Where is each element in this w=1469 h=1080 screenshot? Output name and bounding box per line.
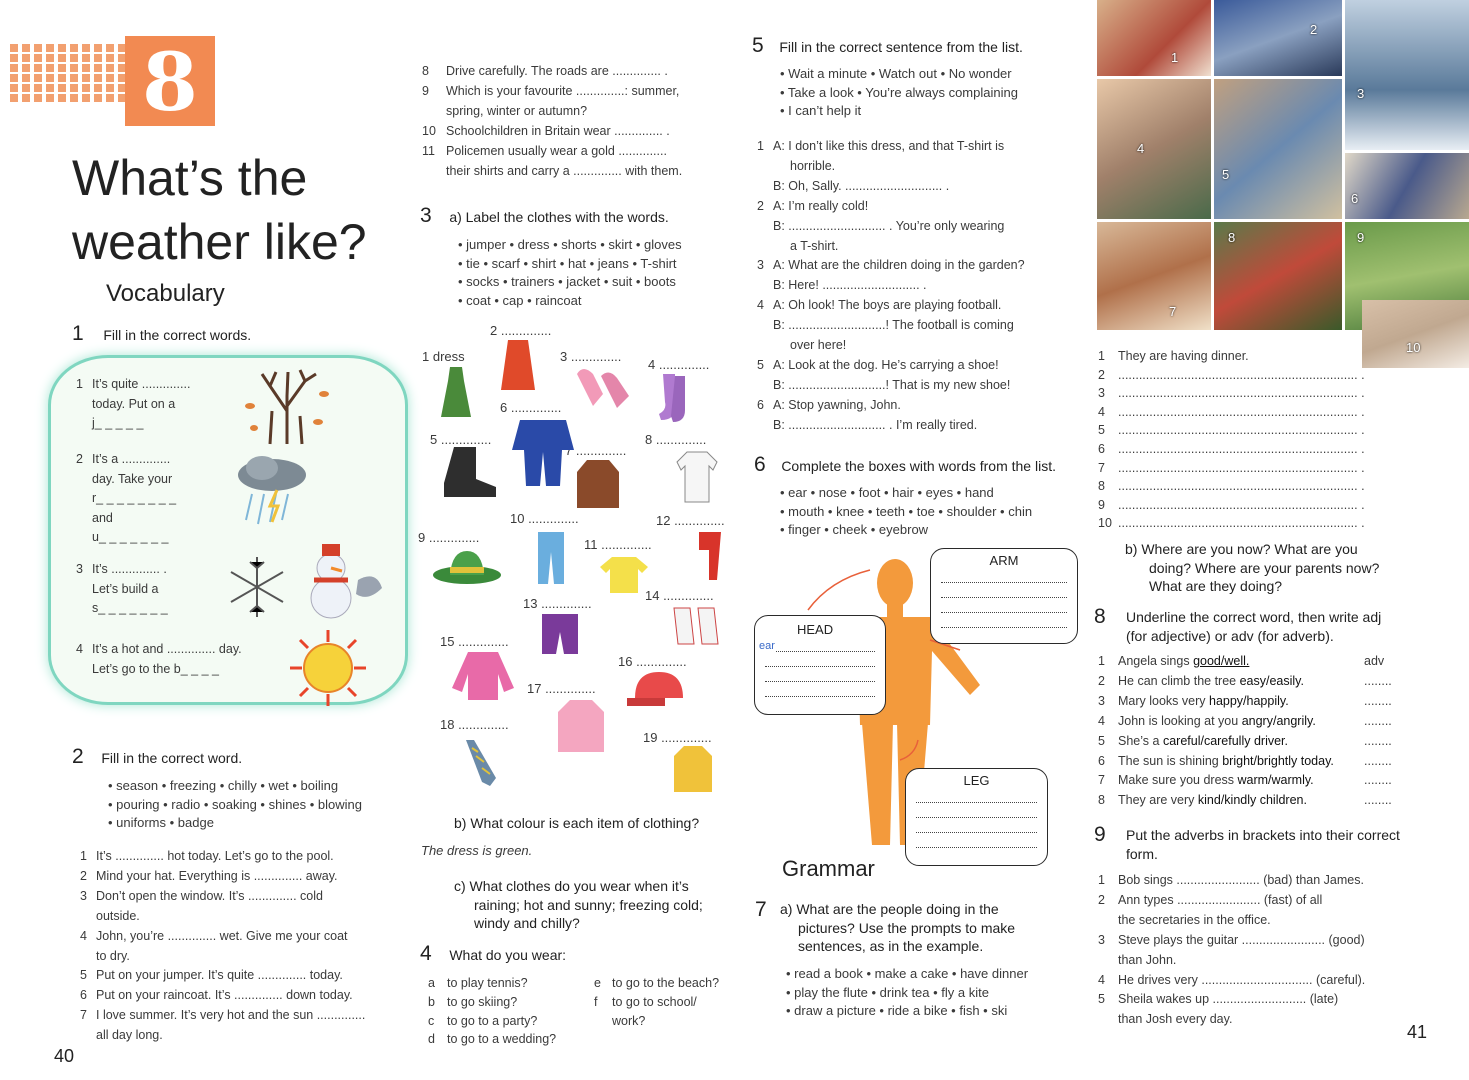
list-item: 7 Make sure you dress warm/warmly. ........ [1098,773,1392,788]
ex7-text: a) What are the people doing in the pictures? Use the prompts to make sentences, as in the example. [780,901,1016,954]
rain-cloud-icon [232,450,312,530]
skirt-icon [500,338,536,393]
page-number-right: 41 [1407,1022,1428,1042]
exercise-title: a) Label the clothes with the words. [449,209,669,225]
list-item: e to go to the beach? [594,976,720,990]
ex4-left-items [428,974,556,1049]
clothing-label: 9 .............. [418,530,480,545]
ex3-c-text: c) What clothes do you wear when it’s raining; hot and sunny; freezing cold; windy and chilly? [454,878,703,931]
photo-tea: 5 [1214,79,1342,219]
ex2-continued [422,62,722,181]
list-item: 7 ..................................................................... . [1098,460,1365,475]
list-item: to dry. [96,948,130,963]
photo-fishing: 2 [1214,0,1342,76]
list-item: B: ............................ . I’m really tired. [773,417,978,432]
photo-dinner: 1 [1097,0,1211,76]
coat-icon [556,698,606,754]
clothing-label: 17 .............. [527,681,596,696]
list-item: work? [612,1013,646,1028]
list-item: spring, winter or autumn? [446,103,588,118]
snowman-icon [296,540,386,620]
jumper-icon [450,650,516,702]
list-item: 8 They are very kind/kindly children. ........ [1098,793,1392,808]
ex6-wordlist: • ear • nose • foot • hair • eyes • hand • mouth • knee • teeth • toe • shoulder • chin • finger • cheek • eyebrow [780,485,1033,537]
ex1-item-2: 2 It’s a .............. day. Take your r_ _ _ _ _ _ _ _ and u_ _ _ _ _ _ _ [76,452,177,544]
list-item: 2 ..................................................................... . [1098,367,1365,382]
grammar-heading: Grammar [782,856,875,881]
exercise-5-header: 5 Fill in the correct sentence from the list. [752,34,1023,57]
clothing-label: 7 .............. [565,443,627,458]
list-item: B: ............................! That is my new shoe! [773,377,1011,392]
ex7-wordlist: • read a book • make a cake • have dinner • play the flute • drink tea • fly a kite • draw a picture • ride a bike • fish • ski [786,966,1029,1018]
ex1-item-1: 1 It’s quite .............. today. Put on a j_ _ _ _ _ [76,377,191,430]
tie-icon [462,738,498,788]
photo-cake: 4 [1097,79,1211,219]
suit-icon [510,418,576,488]
scarf-icon [695,530,725,584]
list-item: b to go skiing? [428,994,518,1009]
ex8-title: Underline the correct word, then write adj (for adjective) or adv (for adverb). [1126,609,1382,644]
list-item: 4 John, you’re .............. wet. Give me your coat [80,928,348,943]
dress-icon [440,365,472,420]
tshirt-icon [598,555,650,595]
clothing-label: 4 .............. [648,357,710,372]
hat-icon [432,547,502,585]
list-item: 5 She’s a careful/carefully driver. ........ [1098,733,1392,748]
exercise-9-header: 9 [1094,823,1106,846]
list-item: horrible. [790,158,836,173]
sun-icon [288,628,368,708]
list-item: B: Here! ............................ . [773,278,927,293]
clothing-label: 5 .............. [430,432,492,447]
list-item: 11 Policemen usually wear a gold .............. [422,143,667,158]
list-item: 2 A: I’m really cold! [757,198,869,213]
shirt-icon [675,450,719,504]
ex5-wordlist: • Wait a minute • Watch out • No wonder • Take a look • You’re always complaining • I can’t help it [780,66,1018,118]
list-item: 3 Steve plays the guitar ........................ (good) [1098,932,1365,947]
gloves-icon [573,364,633,412]
exercise-title: Fill in the correct sentence from the list. [779,39,1023,55]
clothing-label: 16 .............. [618,654,687,669]
ex7-b-text: b) Where are you now? What are you doing? Where are your parents now? What are they doing? [1125,541,1380,594]
ex1-item-4: 4 It’s a hot and .............. day. Let’s go to the b_ _ _ _ [76,642,242,676]
exercise-7-header: 7 [755,898,767,921]
autumn-tree-icon [240,366,335,446]
list-item: 5 ..................................................................... . [1098,423,1365,438]
ex2-lines [80,847,390,1046]
list-item: all day long. [96,1028,163,1043]
list-item: 8 ..................................................................... . [1098,479,1365,494]
photo-ski: 3 [1345,0,1469,150]
list-item: their shirts and carry a .............. with them. [446,163,683,178]
photo-flute-woman: 10 [1362,300,1469,368]
list-item: 5 A: Look at the dog. He’s carrying a shoe! [757,357,999,372]
head-example: ear [759,640,775,652]
list-item: d to go to a wedding? [428,1032,557,1047]
title-line-2: weather like? [72,214,367,270]
list-item: than John. [1118,952,1177,967]
list-item: 6 Put on your raincoat. It’s .............. down today. [80,988,353,1003]
list-item: the secretaries in the office. [1118,912,1271,927]
clothing-label: 6 .............. [500,400,562,415]
leg-box: LEG [905,768,1048,866]
exercise-title: Fill in the correct word. [101,750,243,766]
list-item: 9 ..................................................................... . [1098,497,1365,512]
list-item: 1 Bob sings ........................ (bad) than James. [1098,873,1364,887]
list-item: f to go to school/ [594,994,697,1009]
list-item: 3 Mary looks very happy/happily. ........ [1098,693,1392,708]
list-item: 3 Don’t open the window. It’s .............. cold [80,888,323,903]
list-item: 2 Ann types ........................ (fast) of all [1098,892,1323,907]
shorts-icon [540,612,580,656]
page-title [72,146,367,274]
list-item: 3 ..................................................................... . [1098,386,1365,401]
ex8-lines [1098,652,1408,811]
exercise-number: 1 [72,322,84,345]
arm-box: ARM [930,548,1078,644]
clothing-label: 3 .............. [560,349,622,364]
clothing-label: 13 .............. [523,596,592,611]
ex4-right-items [594,974,719,1030]
list-item: outside. [96,908,140,923]
jacket-icon [575,458,621,510]
ex7-answers [1098,347,1365,533]
boots-icon [440,445,498,500]
chapter-number: 8 [125,36,215,126]
photo-flute-child: 7 [1097,222,1211,330]
clothing-label: 12 .............. [656,513,725,528]
ex3-wordlist: • jumper • dress • shorts • skirt • gloves • tie • scarf • shirt • hat • jeans • T-shirt • socks • trainers • jacket • suit • boots • coat • cap • raincoat [458,237,682,308]
list-item: 2 Mind your hat. Everything is .............. away. [80,868,338,883]
list-item: 6 The sun is shining bright/brightly today. ........ [1098,753,1392,768]
photo-bike: 8 [1214,222,1342,330]
list-item: B: Oh, Sally. ............................ . [773,178,950,193]
exercise-1-header [72,322,251,346]
list-item: 10 ..................................................................... . [1098,516,1365,531]
snowflake-icon [222,552,292,622]
list-item: c to go to a party? [428,1013,538,1028]
clothing-label: 2 .............. [490,323,552,338]
exercise-4-header: 4 What do you wear: [420,942,567,965]
exercise-title: What do you wear: [449,947,567,963]
socks-icon [655,372,691,424]
photo-collage [1097,0,1469,368]
clothing-label: 15 .............. [440,634,509,649]
list-item: than Josh every day. [1118,1012,1233,1027]
list-item: 9 Which is your favourite ..............: summer, [422,83,680,98]
ex5-dialogues [757,137,1067,436]
list-item: 7 I love summer. It’s very hot and the sun .............. [80,1008,366,1023]
photo-kite: 9 [1345,222,1469,330]
trainers-icon [668,604,722,648]
ex2-wordlist: • season • freezing • chilly • wet • boiling • pouring • radio • soaking • shines • blowing • uniforms • badge [108,778,363,830]
list-item: B: ............................! The football is coming [773,318,1014,333]
title-line-1: What’s the [72,150,308,206]
jeans-icon [536,530,566,585]
decorative-dot-grid [10,44,128,102]
clothing-label: 14 .............. [645,588,714,603]
clothing-label: 10 .............. [510,511,579,526]
ex9-title: Put the adverbs in brackets into their correct form. [1126,827,1400,862]
list-item: 5 Put on your jumper. It’s quite .............. today. [80,968,343,983]
list-item: 10 Schoolchildren in Britain wear .............. . [422,123,670,138]
list-item: 6 ..................................................................... . [1098,441,1365,456]
exercise-8-header: 8 [1094,605,1106,628]
ex9-lines [1098,871,1408,1030]
list-item: 4 He drives very ................................ (careful). [1098,972,1366,987]
list-item: 4 ..................................................................... . [1098,404,1365,419]
cap-icon [625,668,689,710]
ex3-b-title: b) What colour is each item of clothing? [454,815,700,831]
exercise-title: Complete the boxes with words from the list. [781,458,1056,474]
list-item: 4 A: Oh look! The boys are playing football. [757,298,1002,313]
list-item: 5 Sheila wakes up ........................... (late) [1098,992,1339,1007]
list-item: 1 Angela sings good/well. adv [1098,654,1385,668]
list-item: 2 He can climb the tree easy/easily. ........ [1098,673,1392,688]
section-heading: Vocabulary [106,280,225,307]
clothing-label: 19 .............. [643,730,712,745]
ex3-b-example: The dress is green. [421,843,533,858]
list-item: 6 A: Stop yawning, John. [757,397,901,412]
raincoat-icon [672,744,714,794]
list-item: a to play tennis? [428,976,528,990]
clothing-label: 1 dress [422,349,465,364]
list-item: 3 A: What are the children doing in the garden? [757,258,1025,273]
exercise-title: Fill in the correct words. [103,327,252,343]
exercise-2-header: 2 Fill in the correct word. [72,745,243,768]
list-item: over here! [790,338,847,353]
clothing-label: 18 .............. [440,717,509,732]
clothing-label: 11 .............. [584,537,652,552]
exercise-3-header: 3 a) Label the clothes with the words. [420,204,669,227]
page-number-left: 40 [54,1046,75,1066]
list-item: a T-shirt. [790,238,839,253]
list-item: 4 John is looking at you angry/angrily. ........ [1098,713,1392,728]
photo-drawing: 6 [1345,153,1469,219]
chapter-header [10,36,220,128]
list-item: 1 They are having dinner. [1098,349,1249,363]
ex1-item-3: 3 It’s .............. . Let’s build a s_ _ _ _ _ _ _ [76,562,168,615]
head-box: HEAD ear [754,615,886,715]
list-item: 1 It’s .............. hot today. Let’s go to the pool. [80,849,334,863]
exercise-6-header: 6 Complete the boxes with words from the list. [754,453,1056,476]
clothing-label: 8 .............. [645,432,707,447]
list-item: 1 A: I don’t like this dress, and that T-shirt is [757,139,1005,153]
list-item: B: ............................ . You’re only wearing [773,218,1005,233]
list-item: 8 Drive carefully. The roads are .............. . [422,64,668,78]
